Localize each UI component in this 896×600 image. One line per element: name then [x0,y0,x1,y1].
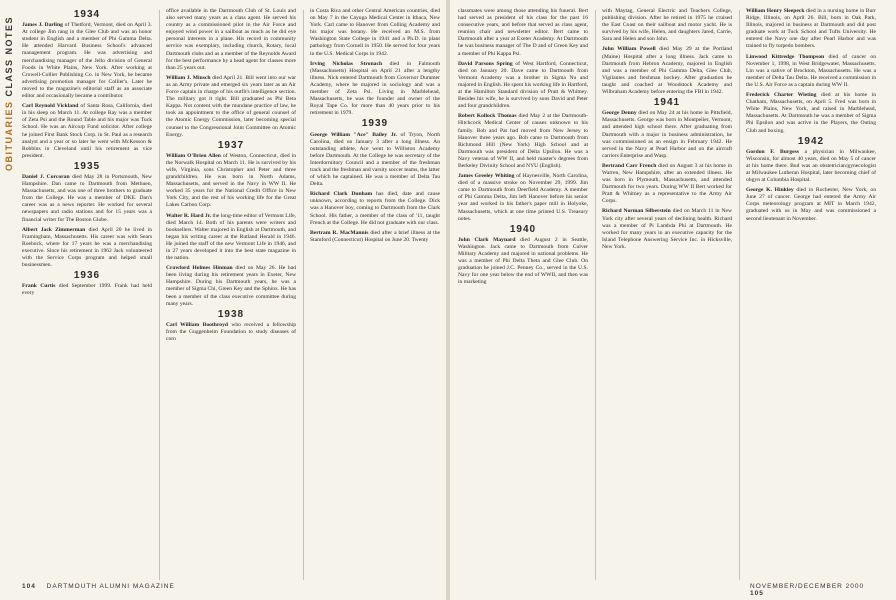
obituary-name: John William Powell [602,46,656,53]
obituary-entry: Richard Clark Dunham has died, date and cause unknown, according to reports from the College. Dick was a Hanover boy, coming to Dartmouth from the Clark School. His father, a member of the class of '11, taught French at the College. He did not graduate with our class. [310,191,440,226]
obituary-entry: Carl William Boothroyd who received a fellowship from the Guggenheim Foundation to study diseases of corn [166,321,296,343]
obituary-entry: Carl Reynold Vickland of Santa Rosa, California, died in his sleep on March 11. At college Ray was a member of Zeta Psi and the Round Table and his major was Tuck School. He was an Aircorp Fund solicitor. After college he joined First Bank Stock Corp. in St. Paul as a research analyst and a year or so later he went with McKesson & Robbins in Cleveland until his retirement as vice president. [22,103,152,159]
column-5 [602,8,732,580]
obituary-name: George Denny [602,110,637,117]
obituary-name: William O'Brien Allen [166,152,221,159]
obituary-name: Frank Curtis [22,283,56,290]
obituary-name: Richard Norman Silberstein [602,208,671,215]
column-divider [159,10,160,580]
left-folio [22,583,175,590]
obituary-entry: with Maytag, General Electric and Teachers College, publishing division. After he retired in 1975 he cruised the East Coast on their sailboat and motor yacht. He is survived by his wife, Helen, and daughters Jared, Carrie, Sara and Helen and son John. [602,8,732,43]
obituary-entry: Frank Curtis died September 1999. Frank had held every [22,283,152,297]
left-page [0,0,446,600]
class-year-heading: 1938 [217,308,245,320]
column-4 [458,8,588,580]
obituary-name: David Parsons Spring [458,60,513,67]
obituary-name: Linwood Kittredge Thompson [746,53,825,60]
obituary-entry: Albert Jack Zimmerman died April 20 he lived in Framingham, Massachusetts. His career was with Sears Roebuck, where for 17 years he was a merchandising executive. Since his retirement in 1962 Jack volunteered with the Service Corps program and helped small businessmen. [22,226,152,269]
class-year-heading: 1941 [653,97,681,109]
obituary-name: Walter R. Hard Jr. [166,212,212,219]
obituary-name: James Greeley Whiting [458,173,515,180]
obituary-entry: John William Powell died May 29 at the Portland (Maine) Hospital after a long illness. Jack came to Dartmouth from Hebron Academy, majored in English and was a member of Phi Gamma Delta, Glee Club, Vigilantes and freshman hockey. After graduation he taught and coached at Woodstock Academy and Wilbraham Academy before entering the FBI in 1942. [602,46,732,96]
obituary-name: Robert Kollock Thomas [458,113,517,120]
obituary-entry: Walter R. Hard Jr. the long-time editor of Vermont Life, died March 14. Both of his parents were writers and booksellers. Walter majored in English at Dartmouth, and began his writing career at the Rutland Herald in 1946. He joined the staff of the new Vermont Life in 1946, and in 27 years developed it into the best state magazine in the nation. [166,212,296,262]
class-year-heading: 1935 [73,160,101,172]
class-year-heading: 1937 [217,139,245,151]
obituary-name: Carl William Boothroyd [166,321,228,328]
obituary-entry: office available in the Dartmouth Club of St. Louis and also served many years as a class agent. He served his country as a commissioned pilot in the Air Force and enjoyed wind power in a sailboat as much as he did eye personal interests in a plane. His record in community service was exemplary, including church, Rotary, local Dartmouth clubs and as a member of the Reynolds Award for the best performance by a head agent for classes more than 25 years out. [166,8,296,71]
page-number: 104 [22,583,36,590]
obituary-name: Bertram R. MacMannis [310,229,369,236]
obituary-name: Crawford Holmes Hinman [166,265,233,272]
obituary-name: Bertrand Carr French [602,162,657,169]
page-number: 105 [750,590,764,597]
obituary-name: Gordon F. Burgess [746,148,799,155]
obituary-entry: George William "Ace" Bailey Jr. of Tryon, North Carolina, died on January 3 after a long illness. An outstanding athlete, Ace went to Williston Academy before Dartmouth. At the College he was secretary of the Interdormitory Council and a member of the freshman track and the freshman and varsity soccer teams, the latter of which he captained. He was a member of Delta Tau Delta. [310,131,440,188]
obituary-entry: classmates were among those attending his funeral. Bert had served as president of his class for the past 16 consecutive years, and before that served as class agent, reunion chair and newsletter editor. Bert came to Dartmouth after a year at Exeter Academy. At Dartmouth he was business manager of The D and of Green Key and a member of Phi Kappa Psi. [458,8,588,57]
obituary-name: William J. Minsch [166,74,211,81]
obituary-entry: William Henry Sleepeck died in a nursing home in Burr Ridge, Illinois, on April 26. Bill, born in Oak Park, Illinois, majored in business at Dartmouth and did post graduate work at Tuck School and Tufts University. He entered the Navy one day after Pearl Harbor and was trained to fly torpedo bombers. [746,8,876,50]
obituary-name: Irving Nicholas Stronach [310,60,383,67]
obituary-name: Frederick Charter Wieting [746,92,817,99]
spine-label-obituaries: OBITUARIES [4,100,14,171]
obituary-entry: Linwood Kittredge Thompson died of cancer on November 1, 1998, in West Bridgewater, Massachusetts. Lin was a native of Brockton, Massachusetts. He was a member of Delta Tau Delta. He received a commission in the U.S. Air Force as a captain during WW II. [746,53,876,88]
right-folio [750,583,896,597]
column-divider [739,10,740,580]
obituary-entry: Irving Nicholas Stronach died in Falmouth (Massachusetts) Hospital on April 21 after a lengthy illness. Nick entered Dartmouth from Governor Dummer Academy, where he majored in sociology and was a member of Zeta Psi. Living in Marblehead, Massachusetts, he was the founder and owner of the Royal Tape Co. for more than 40 years prior to his retirement in 1979. [310,60,440,117]
issue-date: NOVEMBER/DECEMBER 2000 [750,583,865,590]
column-divider [595,10,596,580]
obituary-entry: Daniel J. Corcoran died May 28 in Portsmouth, New Hampshire. Dan came to Dartmouth from Methuen, Massachusetts, and was one of three brothers to graduate from the College. He was a member of DKE. Dan's career was as a news reporter. He worked for several newspapers and radio stations and for 15 years was a financial writer for The Boston Globe. [22,173,152,223]
obituary-name: Albert Jack Zimmerman [22,226,86,233]
obituary-entry: Gordon F. Burgess a physician in Milwaukee, Wisconsin, for almost 40 years, died on May 5 of cancer at his home there. Bud was an obstetrician/gynecologist at Milwaukee Lutheran Hospital, later becoming chief of obgyn at Columbia Hospital. [746,148,876,184]
obituary-entry: David Parsons Spring of West Hartford, Connecticut, died on January 20. Dave came to Dartmouth from Vermont Academy was a brother in Sigma Nu and majored in English. He spent his working life in Hartford, at the Hamilton Standard division of Pratt & Whitney. Besides his wife, he is survived by sons David and Peter and four grandchildren. [458,60,588,110]
obituary-name: George K. Hinkley [746,187,794,194]
section-spine [4,8,16,178]
class-year-heading: 1934 [73,9,101,20]
column-divider [303,10,304,580]
obituary-entry: Crawford Holmes Hinman died on May 26. He had been living during his retirement years in Exeter, New Hampshire. During his Dartmouth years, he was a member of Sigma Chi, Green Key and the Sphinx. He has been a member of the class executive committee during many years. [166,265,296,307]
column-3 [310,8,440,580]
column-1 [22,8,152,580]
obituary-name: James J. Darling [22,22,63,29]
obituary-name: Richard Clark Dunham [310,191,373,198]
magazine-title: DARTMOUTH ALUMNI MAGAZINE [46,583,175,590]
obituary-entry: in Costa Rica and other Central American countries, died on May 7 in the Cayuga Medical Center in Ithaca, New York. Carl came to Hanover from Colling Academy and his major was botany. He received an M.S. from Washington State College in 1941 and a Ph.D. in plant pathology from Cornell in 1950. He served for four years in the U.S. Medical Corps in 1942. [310,8,440,57]
obituary-entry: James J. Darling of Thetford, Vermont, died on April 3. At college Jim rang in the Glee Club and was an honor student in English and a member of Phi Gamma Delta. He attended Harvard Business School's advanced management program. He was advertising and merchandising manager of the Jello division of General Foods in White Plains, New York. After working at Crowell-Collier Publishing Co. in New York, he became advertising promotion manager for Collier's. Later he moved to the magazine's editorial staff as an associate editor and occasionally became a contributor. [22,22,152,100]
obituary-name: Carl Reynold Vickland [22,103,79,110]
class-year-heading: 1940 [509,223,537,235]
obituary-entry: Bertram R. MacMannis died after a brief illness at the Stamford (Connecticut) Hospital on June 20. Twenty [310,229,440,243]
obituary-name: William Henry Sleepeck [746,8,805,14]
obituary-entry: George Denny died on May 24 at his home in Pittsfield, Massachusetts. George was born in Montpelier, Vermont, and attended high school there. After graduating from Dartmouth with a major in business administration, he was commissioned as an ensign in February 1942. He served in the Navy at Pearl Harbor and on the aircraft carriers Enterprise and Wasp. [602,110,732,159]
obituary-entry: Bertrand Carr French died on August 3 at his home in Warren, New Hampshire, after an extended illness. He was born in Plymouth, Massachusetts, and attended Dartmouth for two years. During WW II Bert worked for Pratt & Whitney as a representative to the Army Air Corps. [602,162,732,205]
obituary-entry: George K. Hinkley died in Rochester, New York, on June 27 of cancer. George had entered the Army Air Corps meteorology program at MIT in March 1942, graduated with us in May and was commissioned a second lieutenant in November. [746,187,876,222]
obituary-name: George William "Ace" Bailey Jr. [310,131,397,138]
obituary-entry: Richard Norman Silberstein died on March 11 in New York city after several years of declining health. Richard was a member of Pi Lambda Phi at Dartmouth. He worked for many years in an executive capacity for the Island Telephone Answering Service Inc. in Hicksville, New York. [602,208,732,250]
spine-label-class-notes: CLASS NOTES [4,15,14,96]
obituary-entry: William O'Brien Allen of Weston, Connecticut, died in the Norwalk Hospital on March 11. He is survived by his wife, Virginia, sons Christopher and Peter and three grandchildren. He was born in North Adams, Massachusetts, and served in the Navy in WW II. He worked 35 years for the National Credit Office in New York City, and the rest of his working life for the Great Lakes Carbon Corp. [166,152,296,209]
obituary-entry: John Clark Maynard died August 2 in Seattle, Washington. Jack came to Dartmouth from Culver Military Academy and majored in national problems. He was a member of Phi Delta Theta and Glee Club. On graduation he joined J.C. Penney Co., served in the U.S. Navy for one year below the end of WWII, and then was in marketing [458,236,588,286]
column-2 [166,8,296,580]
obituary-entry: James Greeley Whiting of Haynesville, North Carolina, died of a massive stroke on November 29, 1999. Jim came to Dartmouth from Deerfield Academy. A member of Phi Gamma Delta, Jim left Hanover before his senior year and worked in his father's paper mill in Holyoke, Massachusetts, which at one time printed U.S. Treasury notes. [458,173,588,222]
column-6 [746,8,876,580]
obituary-entry: William J. Minsch died April 21. Bill went into our war as an Army private and emerged six years later as an Air Force captain in charge of his outfit's intelligence section. The military got it right. Bill graduated as Phi Beta Kappa. Not content with the mundane practice of law, he took an appointment to the office of general counsel of the Atomic Energy Commission, later becoming special counsel to the Congressional Joint Committee on Atomic Energy. [166,74,296,138]
obituary-name: Daniel J. Corcoran [22,173,70,180]
obituary-name: John Clark Maynard [458,236,516,243]
class-year-heading: 1942 [797,135,825,147]
class-year-heading: 1936 [73,270,101,282]
right-page [450,0,896,600]
obituary-entry: Frederick Charter Wieting died at his home in Chatham, Massachusetts, on April 5. Fred was born in White Plains, New York, and raised in Marblehead, Massachusetts. At Dartmouth he was a member of Sigma Phi Epsilon and was active in the Players, the Outing Club and boxing. [746,92,876,134]
obituary-entry: Robert Kollock Thomas died May 2 at the Dartmouth-Hitchcock Medical Center of causes unknown to his family. Bob and Pat had moved from New Jersey to Hanover three years ago. Bob came to Dartmouth from Richmond Hill (New York) High School and at Dartmouth was president of Delta Upsilon. He was a Navy veteran of WW II, and held master's degrees from Berkeley Divinity School and NYU (English). [458,113,588,169]
class-year-heading: 1939 [361,118,389,130]
